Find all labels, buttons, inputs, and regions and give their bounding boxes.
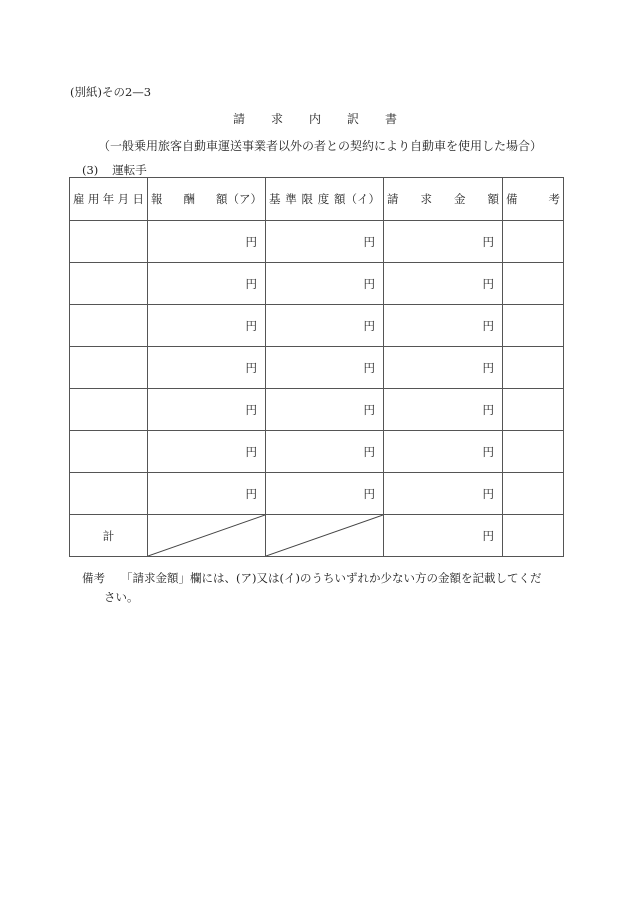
cell-date[interactable] [70, 347, 148, 389]
title-char: 求 [270, 112, 283, 126]
cell-remuneration[interactable]: 円 [148, 431, 266, 473]
total-claim[interactable]: 円 [384, 515, 503, 557]
cell-claim[interactable]: 円 [384, 473, 503, 515]
cell-date[interactable] [70, 431, 148, 473]
cell-limit[interactable]: 円 [266, 347, 384, 389]
cell-remarks[interactable] [503, 263, 564, 305]
cell-date[interactable] [70, 221, 148, 263]
cell-limit[interactable]: 円 [266, 305, 384, 347]
title-char: 書 [385, 112, 398, 126]
cell-remuneration[interactable]: 円 [148, 389, 266, 431]
note-text-line1: 「請求金額」欄には、(ア)又は(イ)のうちいずれか少ない方の金額を記載してくだ [121, 571, 542, 585]
cell-remarks[interactable] [503, 389, 564, 431]
claim-breakdown-table [69, 177, 564, 557]
cell-remarks[interactable] [503, 221, 564, 263]
table-row [70, 431, 564, 473]
remarks-note [82, 569, 562, 607]
cell-remuneration[interactable]: 円 [148, 347, 266, 389]
cell-remuneration[interactable]: 円 [148, 305, 266, 347]
cell-remarks[interactable] [503, 305, 564, 347]
header-remuneration: 報 酬 額（ア） [148, 178, 266, 221]
total-remarks[interactable] [503, 515, 564, 557]
diagonal-strike-icon [148, 515, 265, 556]
title-char: 請 [232, 112, 245, 126]
table-row [70, 305, 564, 347]
cell-limit[interactable]: 円 [266, 389, 384, 431]
cell-remuneration[interactable]: 円 [148, 263, 266, 305]
cell-date[interactable] [70, 389, 148, 431]
section-label: 運転手 [112, 163, 147, 177]
cell-remarks[interactable] [503, 473, 564, 515]
cell-remarks[interactable] [503, 347, 564, 389]
cell-limit[interactable]: 円 [266, 431, 384, 473]
table-row [70, 389, 564, 431]
section-heading [82, 162, 147, 178]
table-row [70, 347, 564, 389]
table-row [70, 263, 564, 305]
cell-remuneration[interactable]: 円 [148, 221, 266, 263]
table-row [70, 473, 564, 515]
header-remarks: 備 考 [503, 178, 564, 221]
total-remuneration-crossed [148, 515, 266, 557]
note-text-line2: さい。 [104, 590, 139, 604]
title-char: 訳 [347, 112, 360, 126]
total-limit-crossed [266, 515, 384, 557]
cell-date[interactable] [70, 305, 148, 347]
title-char: 内 [308, 112, 321, 126]
total-row [70, 515, 564, 557]
cell-claim[interactable]: 円 [384, 431, 503, 473]
cell-limit[interactable]: 円 [266, 263, 384, 305]
cell-claim[interactable]: 円 [384, 305, 503, 347]
cell-limit[interactable]: 円 [266, 473, 384, 515]
cell-remuneration[interactable]: 円 [148, 473, 266, 515]
note-label: 備考 [82, 571, 105, 585]
cell-claim[interactable]: 円 [384, 263, 503, 305]
cell-limit[interactable]: 円 [266, 221, 384, 263]
document-reference: (別紙)その2—3 [70, 85, 152, 99]
document-subtitle: （一般乗用旅客自動車運送事業者以外の者との契約により自動車を使用した場合） [98, 139, 543, 153]
total-label: 計 [70, 515, 148, 557]
section-number: (3) [82, 163, 99, 177]
table-row [70, 221, 564, 263]
header-standard-limit: 基 準 限 度 額（イ） [266, 178, 384, 221]
cell-remarks[interactable] [503, 431, 564, 473]
cell-claim[interactable]: 円 [384, 389, 503, 431]
cell-claim[interactable]: 円 [384, 347, 503, 389]
document-title [0, 110, 630, 127]
cell-date[interactable] [70, 263, 148, 305]
header-claim-amount: 請 求 金 額 [384, 178, 503, 221]
cell-claim[interactable]: 円 [384, 221, 503, 263]
cell-date[interactable] [70, 473, 148, 515]
header-employment-date: 雇 用 年 月 日 [70, 178, 148, 221]
table-header-row [70, 178, 564, 221]
diagonal-strike-icon [266, 515, 383, 556]
